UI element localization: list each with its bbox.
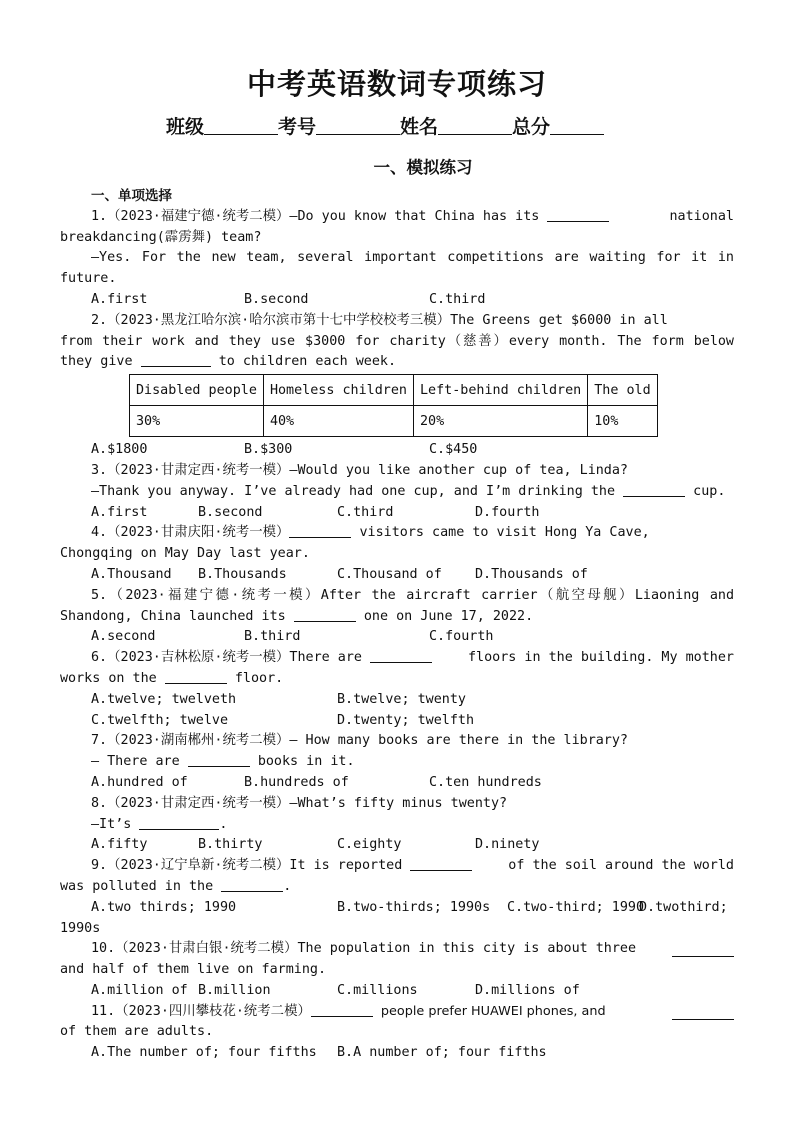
answer-blank[interactable] — [672, 1005, 734, 1020]
answer-blank[interactable] — [221, 877, 283, 892]
question-3-line-1: 3.（2023·甘肃定西·统考一模）—Would you like another cup of tea, Linda? — [91, 462, 628, 478]
option-b[interactable]: B.hundreds of — [244, 774, 349, 790]
student-info-line — [166, 112, 646, 139]
option-c[interactable]: C.millions — [337, 982, 418, 998]
question-11-line-2: of them are adults. — [60, 1024, 214, 1040]
table-header-cell: The old — [588, 375, 657, 406]
question-1-line-4: future. — [60, 271, 117, 287]
answer-blank[interactable] — [141, 352, 211, 367]
question-9-line-2: was polluted in the . — [60, 878, 292, 894]
option-d[interactable]: D.millions of — [475, 982, 580, 998]
question-7-options — [60, 773, 734, 794]
question-4-options — [60, 565, 734, 586]
option-a[interactable]: A.million of — [91, 982, 188, 998]
answer-blank[interactable] — [370, 648, 432, 663]
answer-blank[interactable] — [294, 607, 356, 622]
option-c[interactable]: C.$450 — [429, 442, 478, 458]
question-11-options — [60, 1043, 734, 1064]
option-b[interactable]: B.second — [198, 504, 263, 520]
table-cell: 40% — [263, 406, 413, 437]
option-c[interactable]: C.eighty — [337, 837, 402, 853]
question-9-options — [60, 898, 734, 919]
question-10-line-2: and half of them live on farming. — [60, 962, 327, 978]
question-list — [60, 186, 734, 1064]
option-b[interactable]: B.twelve; twenty — [337, 691, 466, 707]
page-title: 中考英语数词专项练习 — [246, 67, 547, 101]
option-c[interactable]: C.ten hundreds — [429, 774, 542, 790]
option-b[interactable]: B.thirty — [198, 837, 263, 853]
option-d[interactable]: D.ninety — [475, 837, 540, 853]
table-row — [130, 406, 658, 437]
option-c[interactable]: C.twelfth; twelve — [91, 712, 229, 728]
answer-blank[interactable] — [311, 1002, 373, 1017]
score-label: 总分 — [512, 116, 551, 138]
option-a[interactable]: A.hundred of — [91, 774, 188, 790]
option-a[interactable]: A.two thirds; 1990 — [91, 899, 237, 915]
option-d[interactable]: D.twothird; — [639, 899, 728, 915]
score-blank[interactable] — [550, 116, 604, 135]
option-b[interactable]: B.third — [244, 629, 301, 645]
question-8-options — [60, 835, 734, 856]
distribution-table — [129, 374, 658, 437]
question-1-line-2: breakdancing(霹雳舞) team? — [60, 229, 262, 245]
option-d[interactable]: D.twenty; twelfth — [337, 712, 475, 728]
option-a[interactable]: A.$1800 — [91, 442, 148, 458]
answer-blank[interactable] — [410, 856, 472, 871]
option-c[interactable]: C.Thousand of — [337, 566, 442, 582]
question-1-line-1: 1.（2023·福建宁德·统考二模）—Do you know that China has its national — [91, 208, 734, 224]
option-c[interactable]: C.third — [337, 504, 394, 520]
table-cell: 10% — [588, 406, 657, 437]
answer-blank[interactable] — [672, 942, 734, 957]
section-title: 一、模拟练习 — [373, 158, 473, 177]
question-9-line-1: 9.（2023·辽宁阜新·统考二模）It is reported of the soil around the world — [91, 858, 734, 874]
option-d[interactable]: D.fourth — [475, 504, 540, 520]
subsection-title: 一、单项选择 — [91, 188, 172, 204]
question-2-line-2: from their work and they use $3000 for charity（慈善）every month. The form below — [60, 333, 734, 349]
question-6-line-1: 6.（2023·吉林松原·统考一模）There are floors in the building. My mother — [91, 650, 734, 666]
option-d[interactable]: D.Thousands of — [475, 566, 588, 582]
question-2-options — [60, 440, 734, 461]
answer-blank[interactable] — [289, 523, 351, 538]
question-10-options — [60, 981, 734, 1002]
exam-no-blank[interactable] — [316, 116, 400, 135]
question-7-line-2: — There are books in it. — [91, 754, 355, 770]
option-b[interactable]: B.million — [198, 982, 271, 998]
table-cell: 30% — [130, 406, 264, 437]
option-b[interactable]: B.second — [244, 291, 309, 307]
question-3-line-2: —Thank you anyway. I’ve already had one cup, and I’m drinking the cup. — [91, 483, 726, 499]
option-a[interactable]: A.first — [91, 291, 148, 307]
name-label: 姓名 — [400, 116, 439, 138]
answer-blank[interactable] — [547, 207, 609, 222]
option-b[interactable]: B.A number of; four fifths — [337, 1045, 547, 1061]
question-11-line-1: 11.（2023·四川攀枝花·统考二模） people prefer HUAWEI phones, and — [60, 1002, 734, 1023]
class-label: 班级 — [166, 116, 205, 138]
question-5-line-2: Shandong, China launched its one on June 17, 2022. — [60, 608, 534, 624]
table-cell: 20% — [414, 406, 588, 437]
question-6-options-row-1 — [60, 690, 734, 711]
question-6-line-2: works on the floor. — [60, 670, 284, 686]
option-a[interactable]: A.The number of; four fifths — [91, 1045, 317, 1061]
question-8-line-2: —It’s . — [91, 816, 228, 832]
option-b[interactable]: B.Thousands — [198, 566, 287, 582]
name-blank[interactable] — [438, 116, 512, 135]
option-a[interactable]: A.second — [91, 629, 156, 645]
option-b[interactable]: B.two-thirds; 1990s — [337, 899, 491, 915]
question-2-line-1: 2.（2023·黑龙江哈尔滨·哈尔滨市第十七中学校校考三模）The Greens get $6000 in all — [91, 312, 668, 328]
option-c[interactable]: C.fourth — [429, 629, 494, 645]
question-8-line-1: 8.（2023·甘肃定西·统考一模）—What’s fifty minus twenty? — [91, 795, 508, 811]
answer-blank[interactable] — [165, 669, 227, 684]
option-a[interactable]: A.twelve; twelveth — [91, 691, 237, 707]
option-c[interactable]: C.two-third; 1990 — [507, 899, 645, 915]
question-10-line-1: 10.（2023·甘肃白银·统考二模）The population in this city is about three — [60, 939, 734, 960]
question-1-line-3: —Yes. For the new team, several important competitions are waiting for it in — [91, 250, 734, 266]
option-a[interactable]: A.Thousand — [91, 566, 172, 582]
table-header-cell: Homeless children — [263, 375, 413, 406]
question-1-options — [60, 290, 734, 311]
answer-blank[interactable] — [623, 482, 685, 497]
question-7-line-1: 7.（2023·湖南郴州·统考二模）— How many books are there in the library? — [91, 733, 628, 749]
table-header-cell: Left-behind children — [414, 375, 588, 406]
exam-no-label: 考号 — [278, 116, 317, 138]
question-5-options — [60, 627, 734, 648]
option-a[interactable]: A.first — [91, 504, 148, 520]
option-c[interactable]: C.third — [429, 291, 486, 307]
question-2-line-3: they give to children each week. — [60, 354, 397, 370]
question-3-options — [60, 503, 734, 524]
option-b[interactable]: B.$300 — [244, 442, 293, 458]
question-6-options-row-2 — [60, 711, 734, 732]
question-9-line-4: 1990s — [60, 920, 101, 936]
class-blank[interactable] — [204, 116, 278, 135]
table-header-row — [130, 375, 658, 406]
question-5-line-1: 5.（2023·福建宁德·统考一模）After the aircraft carrier（航空母舰）Liaoning and — [91, 587, 734, 603]
question-4-line-1: 4.（2023·甘肃庆阳·统考一模） visitors came to visit Hong Ya Cave, — [91, 525, 650, 541]
answer-blank[interactable] — [139, 815, 219, 830]
option-a[interactable]: A.fifty — [91, 837, 148, 853]
table-header-cell: Disabled people — [130, 375, 264, 406]
question-4-line-2: Chongqing on May Day last year. — [60, 546, 310, 562]
answer-blank[interactable] — [188, 752, 250, 767]
